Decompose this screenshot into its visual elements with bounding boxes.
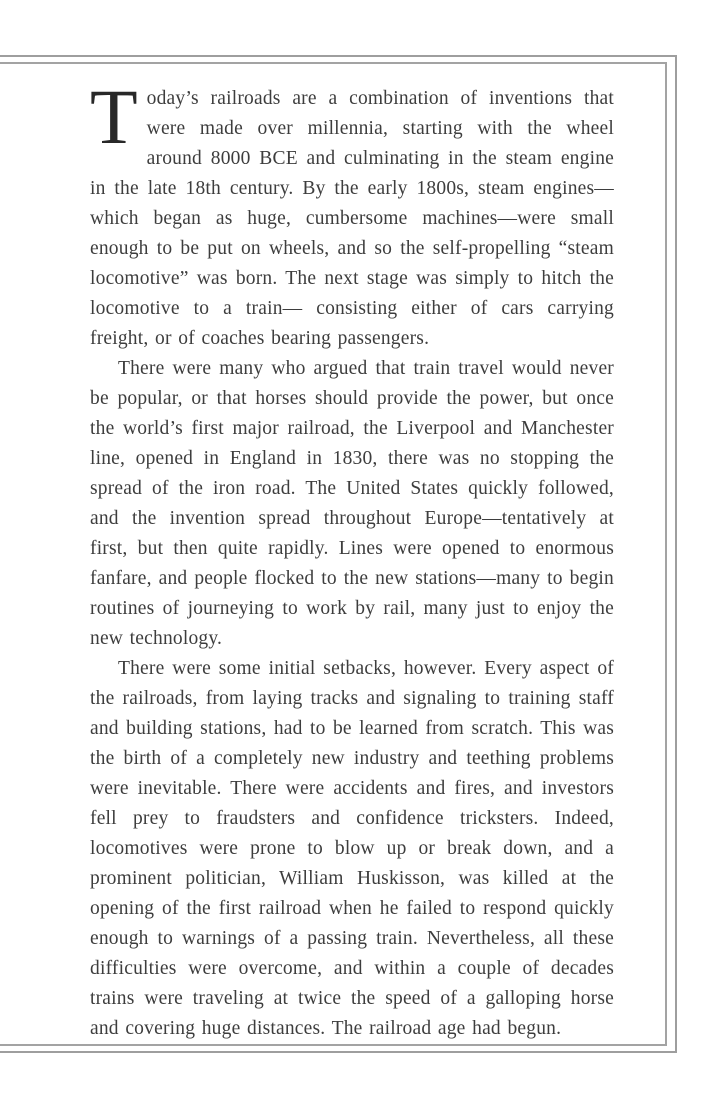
paragraph-3: There were some initial setbacks, however. Every aspect of the railroads, from laying tracks and signaling to training staff and building stations, had to be learned from scratch. This was the birth of a completely new industry and teething problems were inevitable. There were accidents and fires, and investors fell prey to fraudsters and confidence tricksters. Indeed, locomotives were prone to blow up or break down, and a prominent politician, William Huskisson, was killed at the opening of the first railroad when he failed to respond quickly enough to warnings of a passing train. Nevertheless, all these difficulties were overcome, and within a couple of decades trains were traveling at twice the speed of a galloping horse and covering huge distances. The railroad age had begun.: [90, 658, 614, 1039]
drop-cap: T: [90, 73, 138, 160]
paragraph-2: There were many who argued that train travel would never be popular, or that horses should provide the power, but once the world’s first major railroad, the Liverpool and Manchester line, opened in England in 1830, there was no stopping the spread of the iron road. The United States quickly followed, and the invention spread throughout Europe—tentatively at first, but then quite rapidly. Lines were opened to enormous fanfare, and people flocked to the new stations—many to begin routines of journeying to work by rail, many just to enjoy the new technology.: [90, 358, 614, 649]
body-text-column: [90, 73, 614, 1044]
paragraph-1-text: oday’s railroads are a combination of inventions that were made over millennia, starting with the wheel around 8000 BCE and culminating in the steam engine in the late 18th century. By the early 1800s, steam engines—which began as huge, cumbersome machines—were small enough to be put on wheels, and so the self-propelling “steam locomotive” was born. The next stage was simply to hitch the locomotive to a train— consisting either of cars carrying freight, or of coaches bearing passengers.: [90, 88, 614, 349]
paragraph-1: [90, 73, 614, 354]
